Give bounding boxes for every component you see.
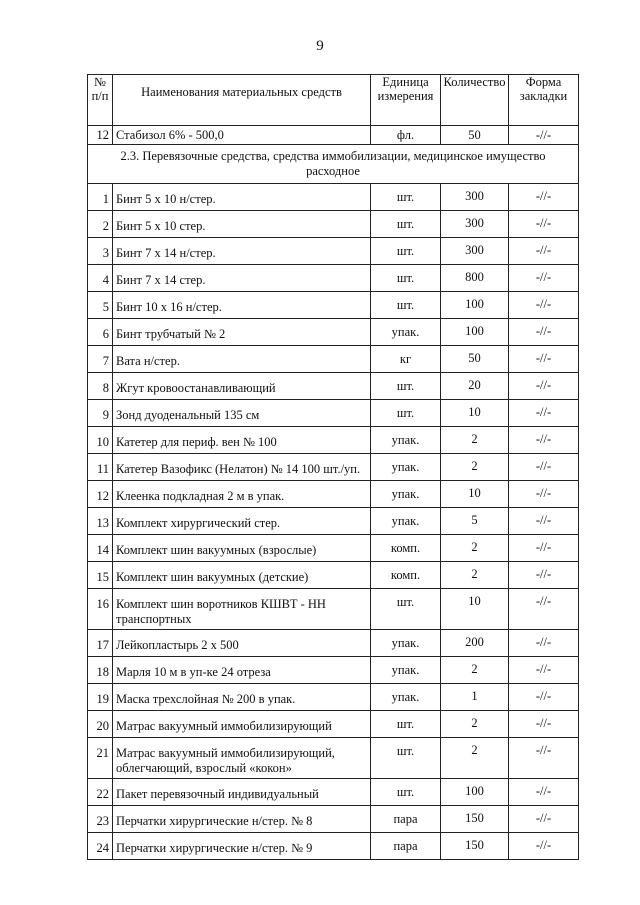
table-row [88,684,579,711]
row-form: -//- [509,806,579,833]
row-name: Клеенка подкладная 2 м в упак. [113,481,371,508]
row-num: 16 [88,589,113,630]
header-num: № п/п [88,75,113,126]
row-form: -//- [509,346,579,373]
row-name: Комплект шин воротников КШВТ - НН транспортных [113,589,371,630]
row-num: 7 [88,346,113,373]
row-qty: 100 [441,319,509,346]
table-row [88,238,579,265]
row-qty: 50 [441,346,509,373]
table-row [88,346,579,373]
row-num: 21 [88,738,113,779]
row-form: -//- [509,319,579,346]
row-num: 1 [88,184,113,211]
row-unit: упак. [371,508,441,535]
header-name: Наименования материальных средств [113,75,371,126]
row-unit: упак. [371,454,441,481]
row-num: 2 [88,211,113,238]
row-qty: 300 [441,184,509,211]
row-num: 9 [88,400,113,427]
row-name: Бинт 5 х 10 н/стер. [113,184,371,211]
row-form: -//- [509,779,579,806]
row-unit: комп. [371,562,441,589]
row-name: Пакет перевязочный индивидуальный [113,779,371,806]
row-name: Марля 10 м в уп-ке 24 отреза [113,657,371,684]
table-row [88,319,579,346]
section-row [88,145,579,184]
row-form: -//- [509,265,579,292]
row-form: -//- [509,630,579,657]
row-qty: 2 [441,535,509,562]
row-num: 15 [88,562,113,589]
row-num: 8 [88,373,113,400]
row-form: -//- [509,292,579,319]
row-name: Лейкопластырь 2 х 500 [113,630,371,657]
row-qty: 50 [441,126,509,145]
row-form: -//- [509,562,579,589]
row-unit: шт. [371,238,441,265]
row-name: Комплект шин вакуумных (взрослые) [113,535,371,562]
table-row [88,427,579,454]
row-qty: 5 [441,508,509,535]
row-unit: шт. [371,211,441,238]
row-qty: 150 [441,806,509,833]
row-form: -//- [509,738,579,779]
row-unit: шт. [371,265,441,292]
table-row [88,711,579,738]
row-name: Перчатки хирургические н/стер. № 9 [113,833,371,860]
row-form: -//- [509,373,579,400]
row-num: 18 [88,657,113,684]
table-row [88,126,579,145]
row-qty: 150 [441,833,509,860]
header-qty: Количество [441,75,509,126]
row-name: Комплект шин вакуумных (детские) [113,562,371,589]
row-form: -//- [509,427,579,454]
row-num: 12 [88,126,113,145]
row-form: -//- [509,508,579,535]
row-form: -//- [509,589,579,630]
row-unit: шт. [371,373,441,400]
row-num: 4 [88,265,113,292]
row-num: 20 [88,711,113,738]
table-row [88,630,579,657]
table-row [88,738,579,779]
row-unit: шт. [371,589,441,630]
row-qty: 100 [441,292,509,319]
row-num: 24 [88,833,113,860]
row-num: 17 [88,630,113,657]
row-qty: 2 [441,657,509,684]
row-qty: 300 [441,238,509,265]
row-unit: шт. [371,184,441,211]
row-unit: кг [371,346,441,373]
materials-table [87,74,579,860]
row-qty: 800 [441,265,509,292]
row-unit: шт. [371,400,441,427]
row-name: Бинт 5 х 10 стер. [113,211,371,238]
row-qty: 2 [441,454,509,481]
row-form: -//- [509,657,579,684]
table-row [88,373,579,400]
row-form: -//- [509,454,579,481]
row-num: 12 [88,481,113,508]
row-unit: шт. [371,738,441,779]
row-form: -//- [509,238,579,265]
row-name: Вата н/стер. [113,346,371,373]
table-row [88,657,579,684]
row-name: Бинт 7 х 14 стер. [113,265,371,292]
table-header-row [88,75,579,126]
table-row [88,211,579,238]
row-unit: шт. [371,779,441,806]
row-num: 13 [88,508,113,535]
row-unit: шт. [371,711,441,738]
row-num: 3 [88,238,113,265]
row-unit: упак. [371,319,441,346]
row-name: Перчатки хирургические н/стер. № 8 [113,806,371,833]
row-num: 22 [88,779,113,806]
row-qty: 10 [441,481,509,508]
row-qty: 20 [441,373,509,400]
row-num: 19 [88,684,113,711]
row-name: Зонд дуоденальный 135 см [113,400,371,427]
row-unit: пара [371,833,441,860]
row-qty: 2 [441,738,509,779]
row-name: Матрас вакуумный иммобилизирующий [113,711,371,738]
row-num: 5 [88,292,113,319]
row-form: -//- [509,126,579,145]
row-unit: упак. [371,657,441,684]
row-qty: 2 [441,711,509,738]
row-form: -//- [509,211,579,238]
row-unit: упак. [371,630,441,657]
row-name: Стабизол 6% - 500,0 [113,126,371,145]
table-row [88,535,579,562]
row-unit: пара [371,806,441,833]
table-row [88,779,579,806]
table-row [88,292,579,319]
row-qty: 1 [441,684,509,711]
table-row [88,184,579,211]
row-unit: комп. [371,535,441,562]
table-row [88,589,579,630]
row-name: Бинт 10 х 16 н/стер. [113,292,371,319]
row-qty: 2 [441,562,509,589]
row-qty: 200 [441,630,509,657]
section-title: 2.3. Перевязочные средства, средства иммобилизации, медицинское имущество расходное [88,145,579,184]
row-qty: 100 [441,779,509,806]
row-name: Бинт 7 х 14 н/стер. [113,238,371,265]
row-qty: 10 [441,400,509,427]
row-name: Катетер для периф. вен № 100 [113,427,371,454]
row-unit: фл. [371,126,441,145]
row-form: -//- [509,400,579,427]
table-row [88,508,579,535]
page-number: 9 [316,38,324,54]
row-num: 14 [88,535,113,562]
row-name: Маска трехслойная № 200 в упак. [113,684,371,711]
header-form: Форма закладки [509,75,579,126]
row-qty: 2 [441,427,509,454]
row-name: Бинт трубчатый № 2 [113,319,371,346]
row-unit: упак. [371,481,441,508]
table-row [88,806,579,833]
row-form: -//- [509,184,579,211]
row-qty: 300 [441,211,509,238]
table-row [88,265,579,292]
row-num: 6 [88,319,113,346]
row-num: 10 [88,427,113,454]
table-row [88,454,579,481]
table-row [88,562,579,589]
row-form: -//- [509,481,579,508]
row-name: Жгут кровоостанавливающий [113,373,371,400]
row-num: 11 [88,454,113,481]
table-row [88,481,579,508]
table-row [88,833,579,860]
row-form: -//- [509,711,579,738]
row-unit: упак. [371,684,441,711]
row-unit: шт. [371,292,441,319]
table-row [88,400,579,427]
row-form: -//- [509,535,579,562]
row-name: Матрас вакуумный иммобилизирующий, облегчающий, взрослый «кокон» [113,738,371,779]
row-num: 23 [88,806,113,833]
row-name: Комплект хирургический стер. [113,508,371,535]
row-form: -//- [509,833,579,860]
row-form: -//- [509,684,579,711]
row-unit: упак. [371,427,441,454]
header-unit: Единица измерения [371,75,441,126]
row-name: Катетер Вазофикс (Нелатон) № 14 100 шт./уп. [113,454,371,481]
row-qty: 10 [441,589,509,630]
